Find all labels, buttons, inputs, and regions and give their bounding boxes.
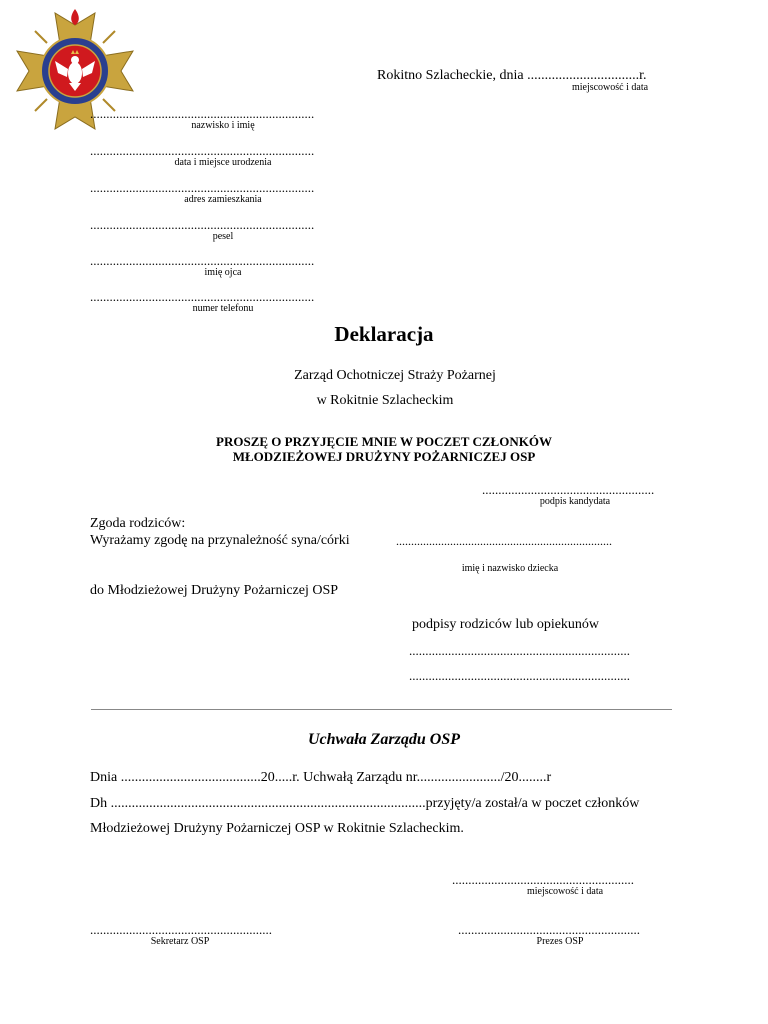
field-surname-name[interactable] [90,106,356,131]
consent-continuation: do Młodzieżowej Drużyny Pożarniczej OSP [90,583,339,598]
addressee-line-1: Zarząd Ochotniczej Straży Pożarnej [294,368,496,383]
resolution-place-date-caption: miejscowość i data [526,886,604,897]
request-line-1: PROSZĘ O PRZYJĘCIE MNIE W POCZET CZŁONKÓW [216,434,552,449]
addressee-line-2: w Rokitnie Szlacheckim [316,393,454,408]
field-caption: nazwisko i imię [191,120,255,131]
field-dots: ..................................................................... [90,253,315,268]
resolution-title: Uchwała Zarządu OSP [307,731,461,748]
document-title: Deklaracja [334,322,434,346]
field-caption: adres zamieszkania [184,194,262,205]
field-phone[interactable] [90,289,356,314]
parent-signature-dots-2[interactable]: .................................................................... [409,668,630,683]
field-birth[interactable] [90,143,356,168]
secretary-caption: Sekretarz OSP [150,936,210,947]
president-signature-dots[interactable]: ........................................................ [458,922,640,937]
request-line-2: MŁODZIEŻOWEJ DRUŻYNY POŻARNICZEJ OSP [232,449,536,464]
candidate-signature-dots[interactable]: ..................................................... [482,482,655,497]
resolution-line-1: Dnia ........................................20.....r. Uchwałą Zarządu nr......................../20........r [90,770,552,785]
field-dots: ..................................................................... [90,143,315,158]
field-caption: data i miejsce urodzenia [174,157,272,168]
section-divider [91,709,672,710]
consent-text: Wyrażamy zgodę na przynależność syna/córki [90,533,350,548]
field-caption: imię ojca [204,267,242,278]
child-name-dots[interactable]: ........................................................................ [396,534,612,548]
field-pesel[interactable] [90,217,356,242]
field-address[interactable] [90,180,356,205]
candidate-signature-caption: podpis kandydata [539,496,611,507]
parents-signature-label: podpisy rodziców lub opiekunów [412,617,600,632]
child-name-caption: imię i nazwisko dziecka [461,563,559,574]
president-caption: Prezes OSP [536,936,584,947]
field-caption: numer telefonu [192,303,254,314]
place-date-caption: miejscowość i data [571,82,649,93]
field-dots: ..................................................................... [90,289,315,304]
field-dots: ..................................................................... [90,180,315,195]
field-dots: ..................................................................... [90,106,315,121]
field-caption: pesel [212,231,234,242]
secretary-signature-dots[interactable]: ........................................................ [90,922,272,937]
consent-heading: Zgoda rodziców: [90,516,186,531]
field-dots: ..................................................................... [90,217,315,232]
field-father-name[interactable] [90,253,356,278]
place-date-line: Rokitno Szlacheckie, dnia ................................r. [377,68,647,83]
resolution-place-date-dots[interactable]: ........................................................ [452,872,634,887]
parent-signature-dots-1[interactable]: .................................................................... [409,643,630,658]
resolution-line-2: Dh ..........................................................................................przyjęty/a został/a w poczet członków [90,796,640,811]
resolution-line-3: Młodzieżowej Drużyny Pożarniczej OSP w Rokitnie Szlacheckim. [90,821,464,836]
